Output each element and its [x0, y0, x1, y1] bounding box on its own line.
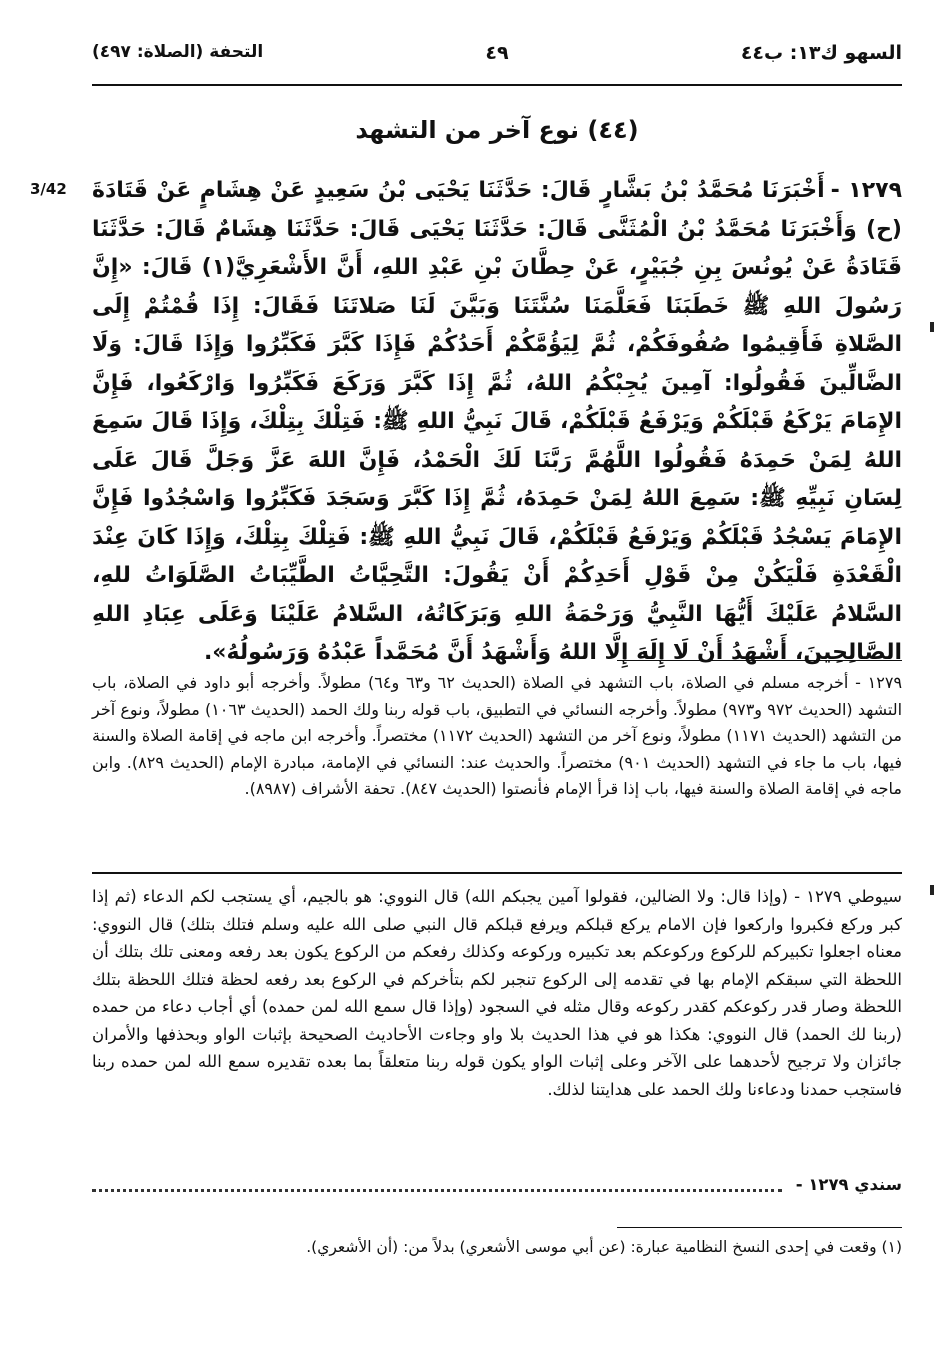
suyuti-commentary: سيوطي ١٢٧٩ - (وإذا قال: ولا الضالين، فقولوا آمين يجبكم الله) قال النووي: هو بالجيم، أي يستجب لكم الدعاء (ثم إذا كبر وركع فكبروا واركعوا فإن الامام يركع قبلكم ويرفع قبلكم قال النبي صلى الله عليه وسلم فتلك بتلك) قال النووي: معناه اجعلوا تكبيركم للركوع وركوعكم بعد تكبيره وركوعه وكذلك رفعكم من الركوع يكون بعد رفعه ومعنى تلك بتلك أن اللحظة التي سبقكم الإمام بها في تقدمه إلى الركوع تنجبر لكم بتأخركم في الركوع بعد رفعه لحظة فتلك اللحظة بتلك اللحظة وصار قدر ركوعكم كقدر ركوعه وقال مثله في السجود (وإذا قال سمع الله لمن حمده) أي أجاب دعاء من حمده (ربنا لك الحمد) قال النووي: هكذا هو في هذا الحديث بلا واو وجاءت الأحاديث الصحيحة بإثبات الواو وبحذفها والأمران جائزان ولا ترجيح لأحدهما على الآخر وعلى إثبات الواو يكون قوله ربنا متعلقاً بما بعده تقديره سمع الله لمن حمده ربنا فاستجب حمدنا ودعاءنا ولك الحمد على هدايتنا لذلك. [92, 887, 902, 1099]
chapter-title: (٤٤) نوع آخر من التشهد [355, 116, 639, 144]
running-header [92, 42, 902, 72]
hadith-number: ١٢٧٩ - [830, 178, 902, 203]
commentary-divider [92, 872, 902, 874]
header-section-ref: السهو ك١٣: ب٤٤ [740, 42, 902, 64]
margin-reference: 3/42 [30, 180, 67, 198]
header-tuhfa-ref: التحفة (الصلاة: ٤٩٧) [92, 42, 264, 62]
sindi-commentary [92, 1175, 902, 1205]
hadith-body: أَخْبَرَنَا مُحَمَّدُ بْنُ بَشَّارٍ قَالَ: حَدَّثَنَا يَحْيَى بْنُ سَعِيدٍ عَنْ هِشَامٍ عَنْ قَتَادَةَ (ح) وَأَخْبَرَنَا مُحَمَّدُ بْنُ الْمُثَنَّى قَالَ: حَدَّثَنَا يَحْيَى قَالَ: حَدَّثَنَا هِشَامٌ قَالَ: حَدَّثَنَا قَتَادَةُ عَنْ يُونُسَ بِنِ جُبَيْرٍ، عَنْ حِطَّانَ بْنِ عَبْدِ اللهِ، أَنَّ الأَشْعَرِيَّ(١) قَالَ: «إِنَّ رَسُولَ اللهِ ﷺ خَطَبَنَا فَعَلَّمَنَا سُنَّتَنَا وَبَيَّنَ لَنَا صَلاتَنَا فَقَالَ: إِذَا قُمْتُمْ إِلَى الصَّلاةِ فَأَقِيمُوا صُفُوفَكُمْ، ثُمَّ لِيَؤُمَّكُمْ أَحَدُكُمْ فَإِذَا كَبَّرَ فَكَبِّرُوا وَإِذَا قَالَ: وَلَا الضَّالِّينَ فَقُولُوا: آمِينَ يُجِبْكُمُ اللهُ، ثُمَّ إِذَا كَبَّرَ وَرَكَعَ فَكَبِّرُوا وَارْكَعُوا، فَإِنَّ الإِمَامَ يَرْكَعُ قَبْلَكُمْ وَيَرْفَعُ قَبْلَكُمْ، قَالَ نَبِيُّ اللهِ ﷺ: فَتِلْكَ بِتِلْكَ، وَإِذَا قَالَ سَمِعَ اللهُ لِمَنْ حَمِدَهُ فَقُولُوا اللَّهُمَّ رَبَّنَا لَكَ الْحَمْدُ، فَإِنَّ اللهَ عَزَّ وَجَلَّ قَالَ عَلَى لِسَانِ نَبِيِّهِ ﷺ: سَمِعَ اللهُ لِمَنْ حَمِدَهُ، ثُمَّ إِذَا كَبَّرَ وَسَجَدَ فَكَبِّرُوا وَاسْجُدُوا فَإِنَّ الإِمَامَ يَسْجُدُ قَبْلَكُمْ وَيَرْفَعُ قَبْلَكُمْ، قَالَ نَبِيُّ اللهِ ﷺ: فَتِلْكَ بِتِلْكَ، وَإِذَا كَانَ عِنْدَ الْقَعْدَةِ فَلْيَكُنْ مِنْ قَوْلِ أَحَدِكُمْ أَنْ يَقُولَ: التَّحِيَّاتُ الطَّيِّبَاتُ الصَّلَوَاتُ للهِ، السَّلامُ عَلَيْكَ أَيُّهَا النَّبِيُّ وَرَحْمَةُ اللهِ وَبَرَكَاتُهُ، السَّلامُ عَلَيْنَا وَعَلَى عِبَادِ اللهِ الصَّالِحِينَ، أَشْهَدُ أَنْ لَا إِلَهَ إِلَّا اللهُ وَأَشْهَدُ أَنَّ مُحَمَّداً عَبْدُهُ وَرَسُولُهُ». [92, 178, 902, 665]
sindi-label: سندي ١٢٧٩ - [795, 1175, 902, 1194]
takhrij-note: ١٢٧٩ - أخرجه مسلم في الصلاة، باب التشهد في الصلاة (الحديث ٦٢ و٦٣ و٦٤) مطولاً. وأخرجه أبو داود في الصلاة، باب التشهد (الحديث ٩٧٢ و٩٧٣) مطولاً. وأخرجه النسائي في التطبيق، باب قوله ربنا ولك الحمد (الحديث ١٠٦٣) مطولاً، ونوع آخر من التشهد (الحديث ١١٧١) مطولاً، ونوع آخر من التشهد (الحديث ١١٧٢) مختصراً. وأخرجه ابن ماجه في إقامة الصلاة والسنة فيها، باب ما جاء في التشهد (الحديث ٩٠١) مختصراً. والحديث عند: النسائي في الإمامة، مبادرة الإمام (الحديث ٨٢٩). وابن ماجه في إقامة الصلاة والسنة فيها، باب إذا قرأ الإمام فأنصتوا (الحديث ٨٤٧). تحفة الأشراف (٨٩٨٧). [92, 673, 903, 798]
dotted-leader [92, 1189, 782, 1192]
endnote-divider [617, 1227, 902, 1228]
footnote-text: (١) وقعت في إحدى النسخ النظامية عبارة: (عن أبي موسى الأشعري) بدلاً من: (أن الأشعري). [306, 1238, 902, 1256]
header-divider [92, 84, 902, 86]
margin-mark [930, 322, 934, 332]
footnote-divider [617, 660, 902, 661]
hadith-text-block [92, 172, 902, 673]
page-number: ٤٩ [485, 42, 509, 64]
margin-mark [930, 885, 934, 895]
